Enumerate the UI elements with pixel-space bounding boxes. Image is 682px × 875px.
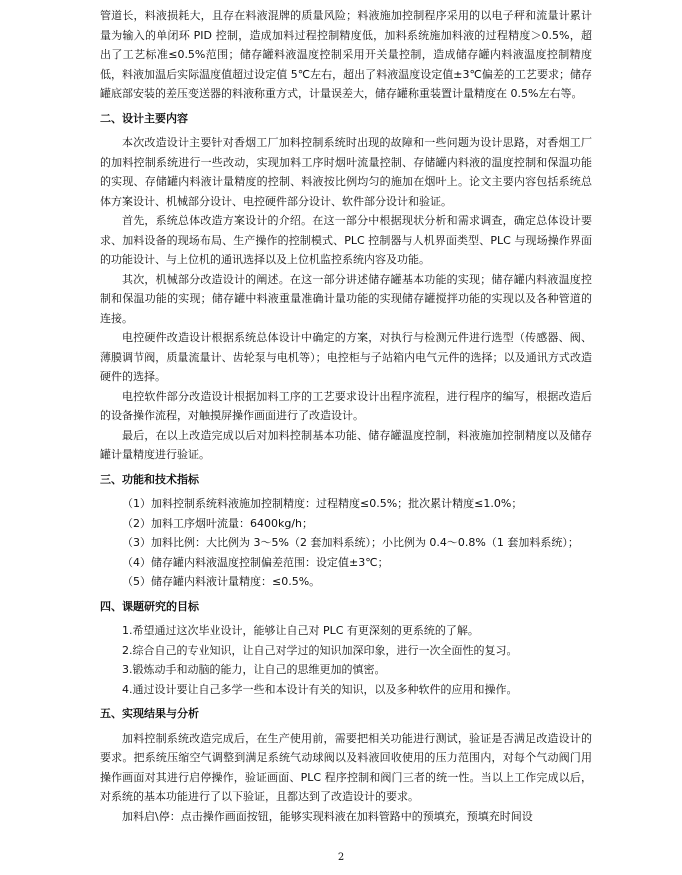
goal-item-4: 4.通过设计要让自己多学一些和本设计有关的知识，以及多种软件的应用和操作。	[122, 682, 518, 696]
spec-item-4: （4）储存罐内料液温度控制偏差范围：设定值±3℃；	[122, 555, 389, 569]
section-2-paragraph-5: 电控软件部分改造设计根据加料工序的工艺要求设计出程序流程，进行程序的编写，根据改造后的设备操作流程，对触摸屏操作画面进行了改造设计。	[100, 389, 592, 422]
goal-item-3: 3.锻炼动手和动脑的能力，让自己的思维更加的慎密。	[122, 663, 386, 676]
document-body	[100, 6, 592, 826]
section-2-heading: 二、设计主要内容	[100, 111, 188, 125]
spec-item-5: （5）储存罐内料液计量精度：≤0.5%。	[122, 575, 321, 588]
spec-item-1: （1）加料控制系统料液施加控制精度：过程精度≤0.5%；批次累计精度≤1.0%；	[122, 497, 523, 510]
section-2-paragraph-1: 本次改造设计主要针对香烟工厂加料控制系统时出现的故障和一些问题为设计思路，对香烟工厂的加料控制系统进行一些改动，实现加料工序时烟叶流量控制、存储罐内料液的温度控制和保温功能的实现、存储罐内料液计量精度的控制、料液按比例均匀的施加在烟叶上。论文主要内容包括系统总体方案设计、机械部分设计、电控硬件部分设计、软件部分设计和验证。	[100, 136, 592, 208]
section-3-heading: 三、功能和技术指标	[100, 472, 199, 486]
section-5-heading: 五、实现结果与分析	[100, 707, 199, 720]
section-2-paragraph-4: 电控硬件改造设计根据系统总体设计中确定的方案，对执行与检测元件进行选型（传感器、阀、薄膜调节阀，质量流量计、齿轮泵与电机等）；电控柜与子站箱内电气元件的选择；以及通讯方式改造硬件的选择。	[100, 331, 592, 383]
section-5-paragraph-1: 加料控制系统改造完成后，在生产使用前，需要把相关功能进行测试，验证是否满足改造设计的要求。把系统压缩空气调整到满足系统气动球阀以及料液回收使用的压力范围内，对每个气动阀门用操作画面对其进行启停操作，验证画面、PLC 程序控制和阀门三者的统一性。当以上工作完成以后，对系统的基本功能进行了以下验证，且都达到了改造设计的要求。	[100, 731, 592, 803]
section-4-heading: 四、课题研究的目标	[100, 599, 199, 613]
section-2-paragraph-2: 首先，系统总体改造方案设计的介绍。在这一部分中根据现状分析和需求调查，确定总体设计要求、加料设备的现场布局、生产操作的控制模式、PLC 控制器与人机界面类型、PLC 与现场操作界面的功能设计、与上位机的通讯选择以及上位机监控系统内容及功能。	[100, 214, 592, 266]
section-5-paragraph-2: 加料启\停：点击操作画面按钮，能够实现料液在加料管路中的预填充，预填充时间设	[122, 809, 533, 823]
section-2-paragraph-6: 最后，在以上改造完成以后对加料控制基本功能、储存罐温度控制，料液施加控制精度以及储存罐计量精度进行验证。	[100, 428, 592, 461]
goal-item-2: 2.综合自己的专业知识，让自己对学过的知识加深印象，进行一次全面性的复习。	[122, 643, 518, 657]
intro-paragraph: 管道长，料液损耗大，且存在料液混牌的质量风险；料液施加控制程序采用的以电子秤和流量计累计量为输入的单闭环 PID 控制，造成加料过程控制精度低，加料系统施加料液的过程精度＞0.5%，超出了工艺标准≤0.5%范围；储存罐料液温度控制采用开关量控制，造成储存罐内料液温度控制精度低，料液加温后实际温度值超过设定值 5℃左右，超出了料液温度设定值±3℃偏差的工艺要求；储存罐底部安装的差压变送器的料液称重方式，计量误差大，储存罐称重装置计量精度在 0.5%左右等。	[100, 9, 592, 100]
page-number: 2	[337, 852, 345, 863]
section-2-paragraph-3: 其次，机械部分改造设计的阐述。在这一部分讲述储存罐基本功能的实现；储存罐内料液温度控制和保温功能的实现；储存罐中料液重量准确计量功能的实现储存罐搅拌功能的实现以及各种管道的连接。	[100, 272, 592, 325]
spec-item-2: （2）加料工序烟叶流量：6400kg/h；	[122, 516, 314, 530]
spec-item-3: （3）加料比例：大比例为 3～5%（2 套加料系统）；小比例为 0.4～0.8%（1 套加料系统）；	[122, 536, 579, 549]
goal-item-1: 1.希望通过这次毕业设计，能够让自己对 PLC 有更深刻的更系统的了解。	[122, 624, 479, 637]
